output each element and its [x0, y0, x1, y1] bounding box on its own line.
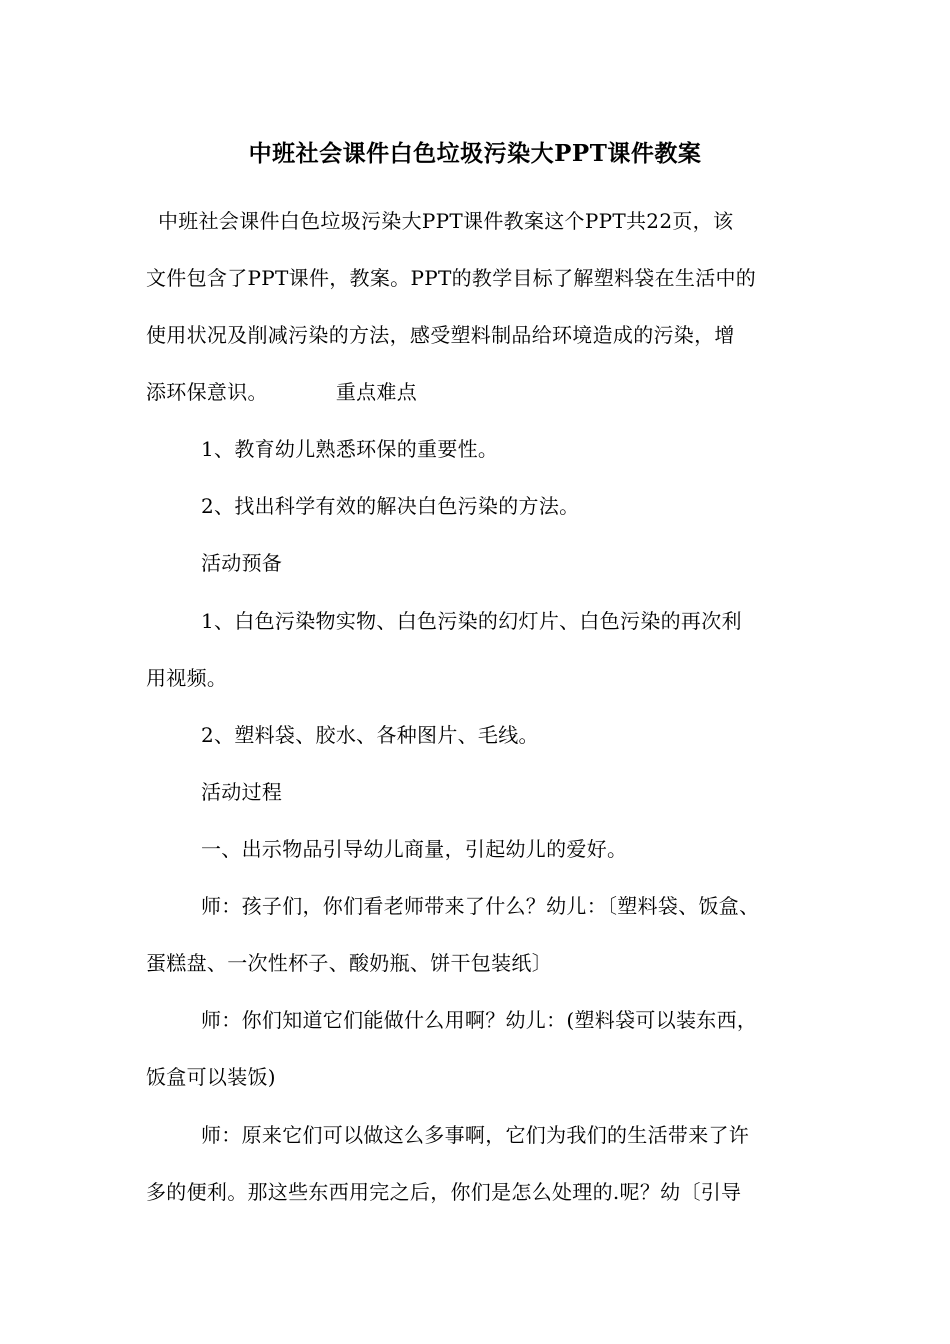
text-line: 师：你们知道它们能做什么用啊？幼儿：(塑料袋可以装东西，: [201, 1008, 758, 1032]
text-line: 蛋糕盘、一次性杯子、酸奶瓶、饼干包装纸〕: [146, 951, 552, 975]
text-line: 饭盒可以装饭): [146, 1065, 276, 1089]
text-line-with-heading: [146, 378, 417, 406]
document-title: 中班社会课件白色垃圾污染大PPT课件教案: [248, 140, 702, 167]
list-item: 2、塑料袋、胶水、各种图片、毛线。: [201, 723, 539, 747]
text-line: 一、出示物品引导幼儿商量，引起幼儿的爱好。: [201, 837, 628, 861]
text-line: 师：原来它们可以做这么多事啊，它们为我们的生活带来了许: [201, 1123, 750, 1147]
list-item: 1、教育幼儿熟悉环保的重要性。: [201, 437, 499, 461]
text-line: 师：孩子们，你们看老师带来了什么？幼儿：〔塑料袋、饭盒、: [201, 894, 760, 918]
section-heading: 重点难点: [335, 380, 418, 404]
text-line: 多的便利。那这些东西用完之后，你们是怎么处理的.呢？幼〔引导: [146, 1180, 742, 1204]
section-heading: 活动预备: [201, 551, 283, 575]
text-line: 文件包含了PPT课件，教案。PPT的教学目标了解塑料袋在生活中的: [146, 266, 757, 290]
list-item: 1、白色污染物实物、白色污染的幻灯片、白色污染的再次利: [201, 609, 742, 633]
section-heading: 活动过程: [201, 780, 283, 804]
text-line: 用视频。: [146, 666, 228, 690]
text-line: 中班社会课件白色垃圾污染大PPT课件教案这个PPT共22页，该: [158, 209, 734, 233]
list-item: 2、找出科学有效的解决白色污染的方法。: [201, 494, 580, 518]
text-line: 使用状况及削减污染的方法，感受塑料制品给环境造成的污染，增: [146, 323, 735, 347]
text-line: 添环保意识。: [146, 380, 268, 404]
